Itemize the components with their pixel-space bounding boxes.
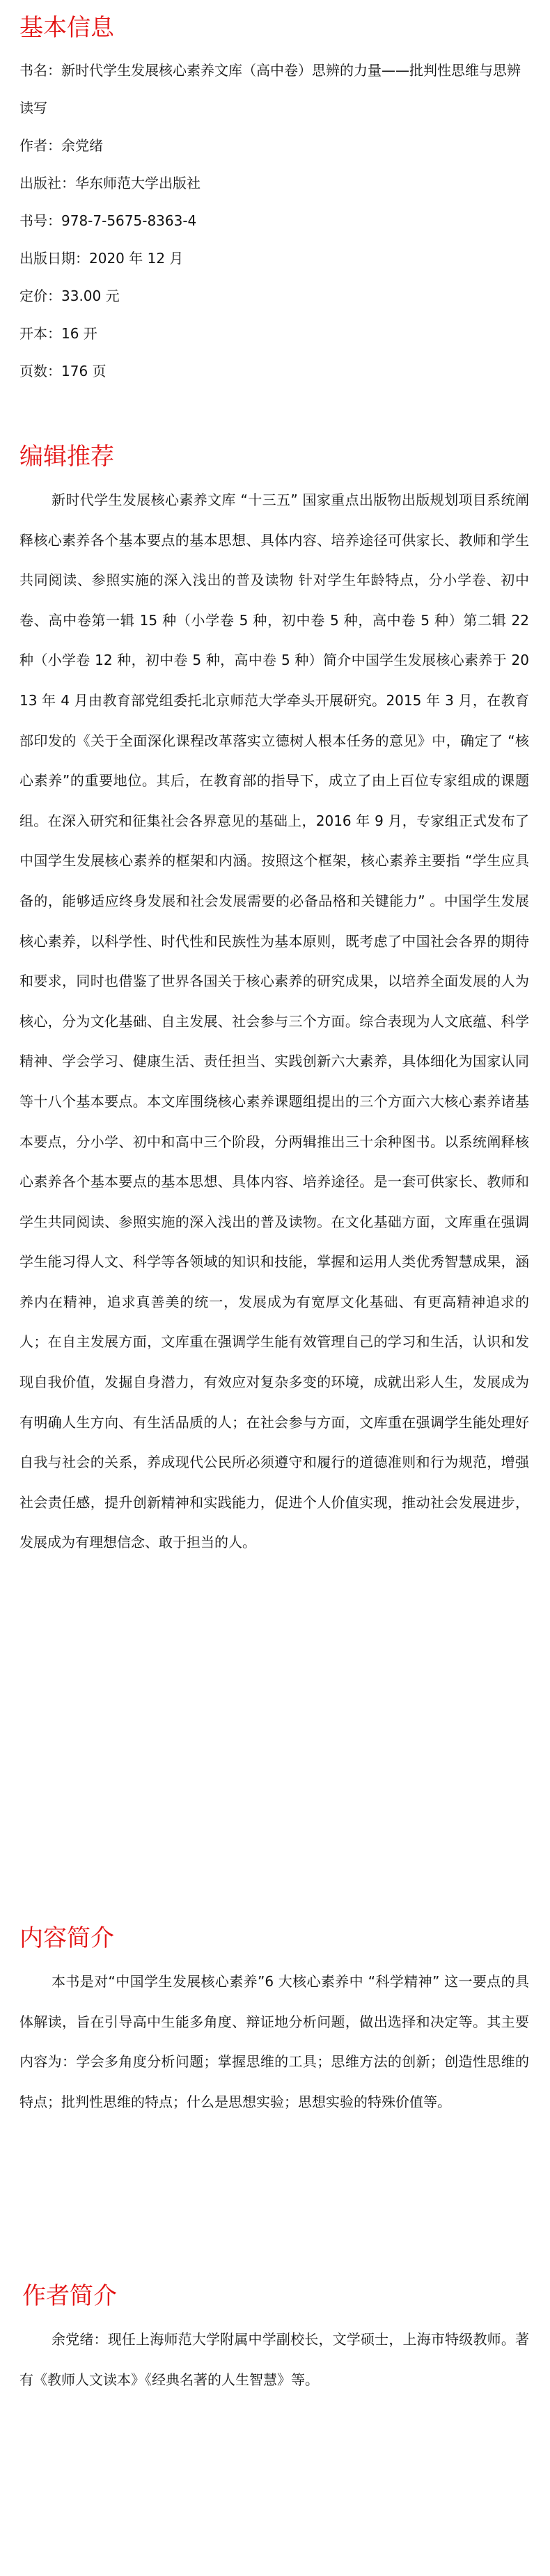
book-title-line: 书名：新时代学生发展核心素养文库（高中卷）思辨的力量——批判性思维与思辨读写 — [19, 62, 521, 116]
format-line: 开本：16 开 — [19, 325, 97, 342]
price-line: 定价：33.00 元 — [19, 288, 120, 304]
editor-recommendation-heading: 编辑推荐 — [19, 443, 114, 471]
content-intro-heading: 内容简介 — [19, 1924, 114, 1952]
pages-line: 页数：176 页 — [19, 363, 107, 379]
publisher-line: 出版社：华东师范大学出版社 — [19, 175, 201, 191]
author-intro-text: 余党绪：现任上海师范大学附属中学副校长，文学硕士，上海市特级教师。著有《教师人文读本》《经典名著的人生智慧》等。 — [19, 2331, 529, 2388]
author-intro-heading: 作者简介 — [22, 2282, 117, 2310]
pub-date-line: 出版日期：2020 年 12 月 — [19, 250, 184, 267]
editor-recommendation-text: 新时代学生发展核心素养文库 “十三五” 国家重点出版物出版规划项目系统阐释核心素养各个基本要点的基本思想、具体内容、培养途径可供家长、教师和学生共同阅读、参照实施的深入浅出的普及读物 针对学生年龄特点，分小学卷、初中卷、高中卷第一辑 15 种（小学卷 5 种，初中卷 5 种，高中卷 5 种）第二辑 22 种（小学卷 12 种，初中卷 5 种，高中卷 5 种）简介中国学生发展核心素养于 2013 年 4 月由教育部党组委托北京师范大学牵头开展研究。2015 年 3 月，在教育部印发的《关于全面深化课程改革落实立德树人根本任务的意见》中，确定了 “核心素养”的重要地位。其后，在教育部的指导下，成立了由上百位专家组成的课题组。在深入研究和征集社会各界意见的基础上，2016 年 9 月，专家组正式发布了中国学生发展核心素养的框架和内涵。按照这个框架，核心素养主要指 “学生应具备的，能够适应终身发展和社会发展需要的必备品格和关键能力” 。中国学生发展核心素养，以科学性、时代性和民族性为基本原则，既考虑了中国社会各界的期待和要求，同时也借鉴了世界各国关于核心素养的研究成果，以培养全面发展的人为核心，分为文化基础、自主发展、社会参与三个方面。综合表现为人文底蕴、科学精神、学会学习、健康生活、责任担当、实践创新六大素养，具体细化为国家认同等十八个基本要点。本文库围绕核心素养课题组提出的三个方面六大核心素养诸基本要点，分小学、初中和高中三个阶段，分两辑推出三十余种图书。以系统阐释核心素养各个基本要点的基本思想、具体内容、培养途径。是一套可供家长、教师和学生共同阅读、参照实施的深入浅出的普及读物。在文化基础方面，文库重在强调学生能习得人文、科学等各领域的知识和技能，掌握和运用人类优秀智慧成果，涵养内在精神，追求真善美的统一，发展成为有宽厚文化基础、有更高精神追求的人；在自主发展方面，文库重在强调学生能有效管理自己的学习和生活，认识和发现自我价值，发掘自身潜力，有效应对复杂多变的环境，成就出彩人生，发展成为有明确人生方向、有生活品质的人；在社会参与方面，文库重在强调学生能处理好自我与社会的关系，养成现代公民所必须遵守和履行的道德准则和行为规范，增强社会责任感，提升创新精神和实践能力，促进个人价值实现，推动社会发展进步，发展成为有理想信念、敢于担当的人。 — [19, 492, 529, 1551]
basic-info-heading: 基本信息 — [19, 14, 114, 42]
content-intro-text: 本书是对“中国学生发展核心素养”6 大核心素养中 “科学精神” 这一要点的具体解读，旨在引导高中生能多角度、辩证地分析问题，做出选择和决定等。其主要内容为：学会多角度分析问题；掌握思维的工具；思维方法的创新；创造性思维的特点；批判性思维的特点；什么是思想实验；思想实验的特殊价值等。 — [19, 1973, 529, 2110]
author-line: 作者：余党绪 — [19, 137, 103, 154]
isbn-line: 书号：978-7-5675-8363-4 — [19, 212, 197, 229]
